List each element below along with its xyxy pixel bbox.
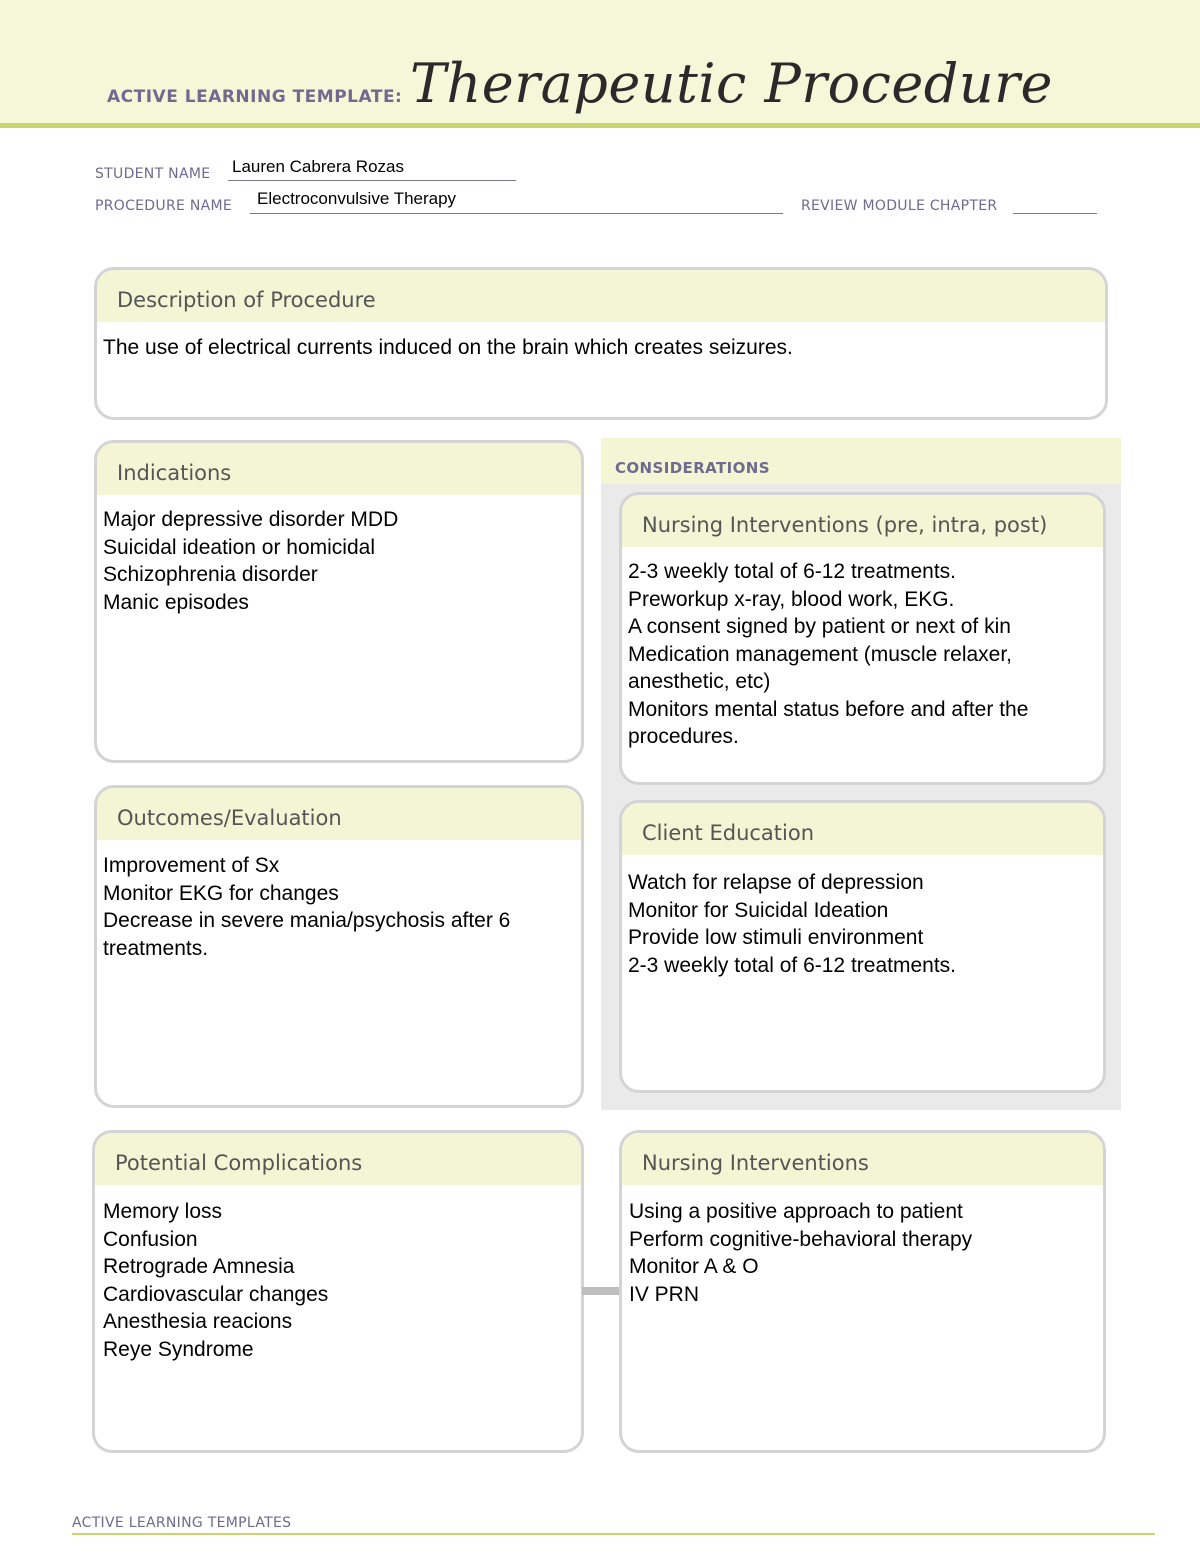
- nursing-interventions-line: Perform cognitive-behavioral therapy: [629, 1227, 973, 1251]
- complications-line: Memory loss: [103, 1200, 223, 1223]
- complications-title: Potential Complications: [95, 1133, 581, 1185]
- client-education-line: Monitor for Suicidal Ideation: [628, 898, 889, 922]
- client-education-line: 2-3 weekly total of 6-12 treatments.: [628, 953, 956, 977]
- complications-line: Anesthesia reacions: [103, 1310, 293, 1333]
- indications-line: Schizophrenia disorder: [103, 563, 318, 586]
- footer-text: ACTIVE LEARNING TEMPLATES: [72, 1515, 292, 1531]
- description-title: Description of Procedure: [97, 270, 1105, 322]
- header-rule: [0, 123, 1200, 128]
- client-education-card: [619, 800, 1106, 1093]
- client-education-title: Client Education: [622, 803, 1103, 855]
- nursing-interventions-pre-card: [619, 492, 1106, 785]
- complications-line: Confusion: [103, 1227, 198, 1251]
- indications-body[interactable]: [97, 495, 581, 616]
- nursing-interventions-line: Monitor A & O: [629, 1255, 759, 1278]
- client-education-line: Watch for relapse of depression: [628, 871, 924, 894]
- nursing-interventions-pre-body[interactable]: [622, 547, 1103, 751]
- nursing-interventions-pre-line: anesthetic, etc): [628, 670, 771, 693]
- description-card: [94, 267, 1108, 420]
- complications-line: Cardiovascular changes: [103, 1282, 329, 1306]
- indications-line: Suicidal ideation or homicidal: [103, 535, 375, 559]
- nursing-interventions-pre-line: Preworkup x-ray, blood work, EKG.: [628, 587, 955, 611]
- outcomes-card: [94, 785, 584, 1108]
- nursing-interventions-body[interactable]: [622, 1185, 1103, 1308]
- nursing-interventions-pre-line: Monitors mental status before and after the: [628, 697, 1029, 721]
- complications-line: Reye Syndrome: [103, 1337, 254, 1361]
- outcomes-title: Outcomes/Evaluation: [97, 788, 581, 840]
- procedure-name-field[interactable]: Electroconvulsive Therapy: [257, 189, 457, 208]
- nursing-interventions-pre-line: Medication management (muscle relaxer,: [628, 642, 1013, 666]
- outcomes-line: Decrease in severe mania/psychosis after 6: [103, 909, 511, 932]
- template-title: Therapeutic Procedure: [410, 52, 1053, 115]
- considerations-label: CONSIDERATIONS: [615, 459, 770, 477]
- nursing-interventions-line: IV PRN: [629, 1282, 700, 1306]
- procedure-name-label: PROCEDURE NAME: [95, 198, 233, 214]
- indications-title: Indications: [97, 443, 581, 495]
- complications-card: [92, 1130, 584, 1453]
- description-line: The use of electrical currents induced on the brain which creates seizures.: [103, 336, 793, 359]
- complications-body[interactable]: [95, 1185, 581, 1363]
- nursing-interventions-title: Nursing Interventions: [622, 1133, 1103, 1185]
- complications-line: Retrograde Amnesia: [103, 1255, 295, 1278]
- client-education-body[interactable]: [622, 855, 1103, 979]
- indications-card: [94, 440, 584, 763]
- outcomes-line: treatments.: [103, 936, 209, 960]
- description-body[interactable]: [97, 322, 1105, 362]
- review-module-label: REVIEW MODULE CHAPTER: [801, 198, 998, 214]
- nursing-interventions-line: Using a positive approach to patient: [629, 1200, 963, 1223]
- indications-line: Major depressive disorder MDD: [103, 508, 399, 531]
- nursing-interventions-card: [619, 1130, 1106, 1453]
- student-name-field[interactable]: Lauren Cabrera Rozas: [232, 157, 404, 176]
- indications-line: Manic episodes: [103, 590, 249, 614]
- footer-rule: [72, 1533, 1155, 1535]
- procedure-name-underline: [250, 212, 783, 214]
- nursing-interventions-pre-title: Nursing Interventions (pre, intra, post): [622, 495, 1103, 547]
- nursing-interventions-pre-line: 2-3 weekly total of 6-12 treatments.: [628, 560, 956, 583]
- outcomes-line: Monitor EKG for changes: [103, 881, 339, 905]
- template-label: ACTIVE LEARNING TEMPLATE:: [107, 87, 403, 107]
- review-module-field[interactable]: [1013, 212, 1097, 214]
- nursing-interventions-pre-line: A consent signed by patient or next of kin: [628, 615, 1011, 638]
- connector-bar: [582, 1287, 622, 1295]
- outcomes-line: Improvement of Sx: [103, 854, 280, 877]
- outcomes-body[interactable]: [97, 840, 581, 962]
- student-name-underline: [228, 179, 516, 181]
- nursing-interventions-pre-line: procedures.: [628, 725, 739, 748]
- client-education-line: Provide low stimuli environment: [628, 926, 924, 949]
- student-name-label: STUDENT NAME: [95, 166, 211, 182]
